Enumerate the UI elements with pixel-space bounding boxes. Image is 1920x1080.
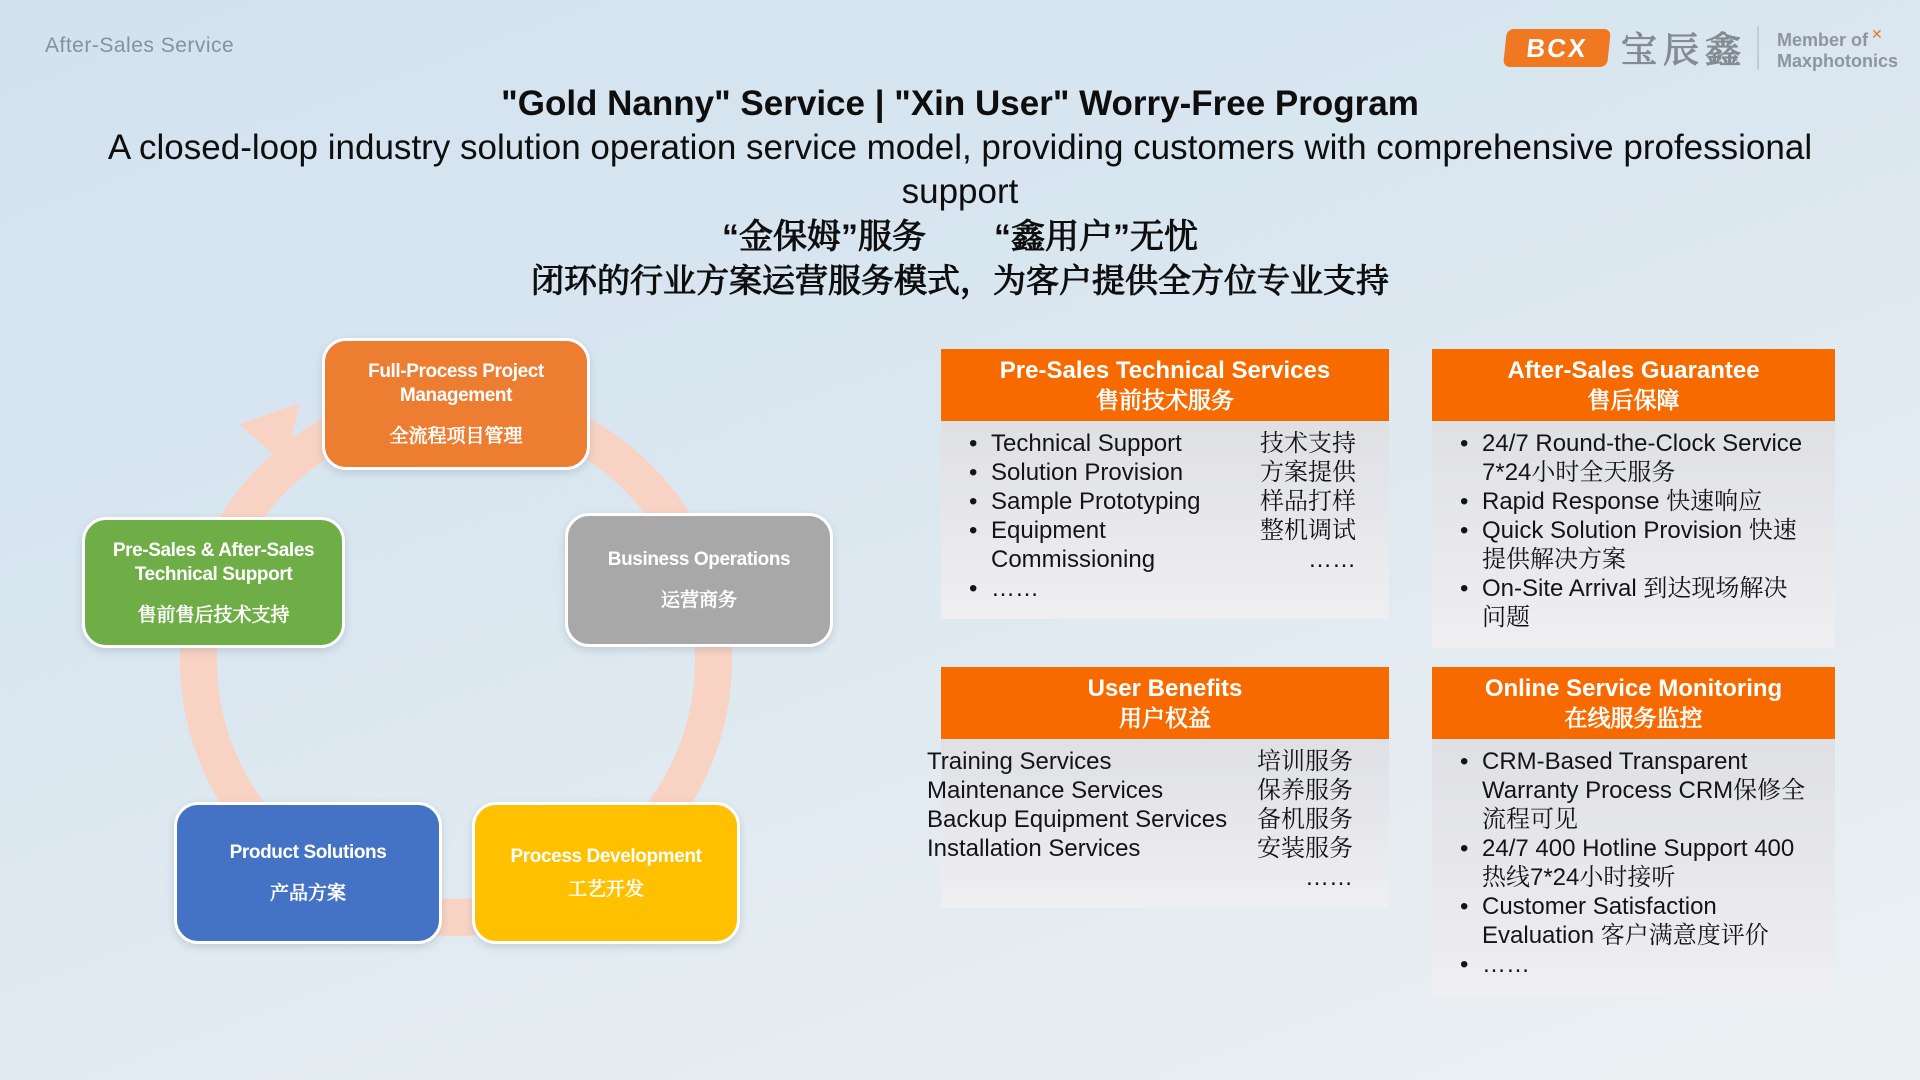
card-body xyxy=(1432,739,1835,995)
list-item: • 24/7 Round-the-Clock Service 7*24小时全天服务 xyxy=(1448,429,1815,487)
node-label-cn: 售前售后技术支持 xyxy=(137,604,290,626)
card-user-benefits xyxy=(927,667,1389,908)
card-body xyxy=(927,739,1389,908)
card-header xyxy=(1432,349,1835,421)
node-label-en: Business Operations xyxy=(607,549,791,570)
card-online-service-monitoring xyxy=(1432,667,1835,995)
node-label-cn: 工艺开发 xyxy=(567,879,644,900)
cycle-node-full-process-project-management xyxy=(322,338,590,470)
list-item: • On-Site Arrival 到达现场解决问题 xyxy=(1448,574,1815,632)
maxphotonics-text: Maxphotonics xyxy=(1776,50,1898,71)
bcx-logo-icon: BCX xyxy=(1503,29,1611,67)
list-item: • Quick Solution Provision 快速提供解决方案 xyxy=(1448,516,1815,574)
cycle-node-process-development xyxy=(472,802,740,944)
maxphotonics-x-icon: ✕ xyxy=(1871,25,1883,42)
card-title-en: After-Sales Guarantee xyxy=(1507,356,1760,384)
list-item: • Sample Prototyping xyxy=(957,487,1260,516)
node-label-cn: 全流程项目管理 xyxy=(389,426,523,447)
list-item: 样品打样 xyxy=(1260,488,1356,515)
list-item: • Customer Satisfaction Evaluation 客户满意度评价 xyxy=(1448,892,1815,950)
node-label-en: Pre-Sales & After-Sales Technical Support xyxy=(112,539,315,585)
card-title-en: Pre-Sales Technical Services xyxy=(999,356,1331,384)
list-item: Backup Equipment Services xyxy=(927,806,1228,833)
card-after-sales-guarantee xyxy=(1432,349,1835,648)
node-label-en: Product Solutions xyxy=(229,842,387,863)
list-item: • CRM-Based Transparent Warranty Process CRM保修全流程可见 xyxy=(1448,747,1815,834)
card-body xyxy=(941,421,1389,619)
list-item: • 24/7 400 Hotline Support 400热线7*24小时接听 xyxy=(1448,834,1815,892)
card-header xyxy=(1432,667,1835,739)
list-item: • …… xyxy=(957,574,1260,603)
list-item: • …… xyxy=(1448,950,1815,979)
list-item: …… xyxy=(1257,864,1353,891)
monitoring-list xyxy=(1448,747,1815,979)
list-item: • Technical Support xyxy=(957,429,1260,458)
company-name-cn: 宝辰鑫 xyxy=(1620,29,1747,70)
page-title-cn: “金保姆”服务 “鑫用户”无忧 xyxy=(722,218,1198,256)
list-item: • Rapid Response 快速响应 xyxy=(1448,487,1815,516)
card-title-cn: 售前技术服务 xyxy=(1096,386,1234,413)
list-item: 保养服务 xyxy=(1257,777,1353,804)
card-header xyxy=(941,349,1389,421)
list-item: Maintenance Services xyxy=(927,777,1164,804)
corner-label: After-Sales Service xyxy=(45,34,235,57)
benefit-list-cn xyxy=(1257,747,1375,892)
node-label-en: Process Development xyxy=(510,846,702,867)
guarantee-list xyxy=(1448,429,1815,632)
node-label-en: Full-Process Project Management xyxy=(368,361,544,406)
logo-divider xyxy=(1757,26,1759,70)
company-logo xyxy=(1505,22,1898,73)
title-block xyxy=(0,82,1920,303)
card-presales-technical-services xyxy=(941,349,1389,619)
page-subtitle-cn: 闭环的行业方案运营服务模式，为客户提供全方位专业支持 xyxy=(531,262,1389,299)
card-header xyxy=(941,667,1389,739)
list-item: 整机调试 xyxy=(1260,517,1356,544)
service-list-en xyxy=(957,429,1260,603)
page-title-en: "Gold Nanny" Service | "Xin User" Worry-Free Program xyxy=(501,84,1419,123)
list-item: 安装服务 xyxy=(1257,835,1353,862)
list-item: • Equipment Commissioning xyxy=(957,516,1260,574)
card-body xyxy=(1432,421,1835,648)
cycle-node-product-solutions xyxy=(174,802,442,944)
list-item: 方案提供 xyxy=(1260,459,1356,486)
node-label-cn: 运营商务 xyxy=(660,590,737,611)
list-item: Installation Services xyxy=(927,835,1141,862)
card-title-en: Online Service Monitoring xyxy=(1484,674,1783,702)
card-title-cn: 售后保障 xyxy=(1587,386,1680,413)
list-item: …… xyxy=(1260,546,1356,573)
cycle-node-business-operations xyxy=(565,513,833,647)
service-list-cn xyxy=(1260,429,1375,603)
list-item: 备机服务 xyxy=(1257,806,1353,833)
card-title-cn: 用户权益 xyxy=(1119,704,1211,731)
node-label-cn: 产品方案 xyxy=(269,883,346,904)
benefit-list-en xyxy=(927,747,1257,892)
list-item: 技术支持 xyxy=(1260,430,1356,457)
list-item: • Solution Provision xyxy=(957,458,1260,487)
list-item: Training Services xyxy=(927,748,1112,775)
card-title-cn: 在线服务监控 xyxy=(1564,704,1703,731)
cycle-node-presales-aftersales-support xyxy=(82,517,345,648)
list-item: 培训服务 xyxy=(1257,748,1353,775)
page-subtitle-en: A closed-loop industry solution operation service model, providing customers with comprehensive professional support xyxy=(107,128,1813,211)
member-of-text: Member of xyxy=(1776,29,1868,50)
member-of-maxphotonics xyxy=(1777,24,1898,72)
card-title-en: User Benefits xyxy=(1087,674,1243,702)
